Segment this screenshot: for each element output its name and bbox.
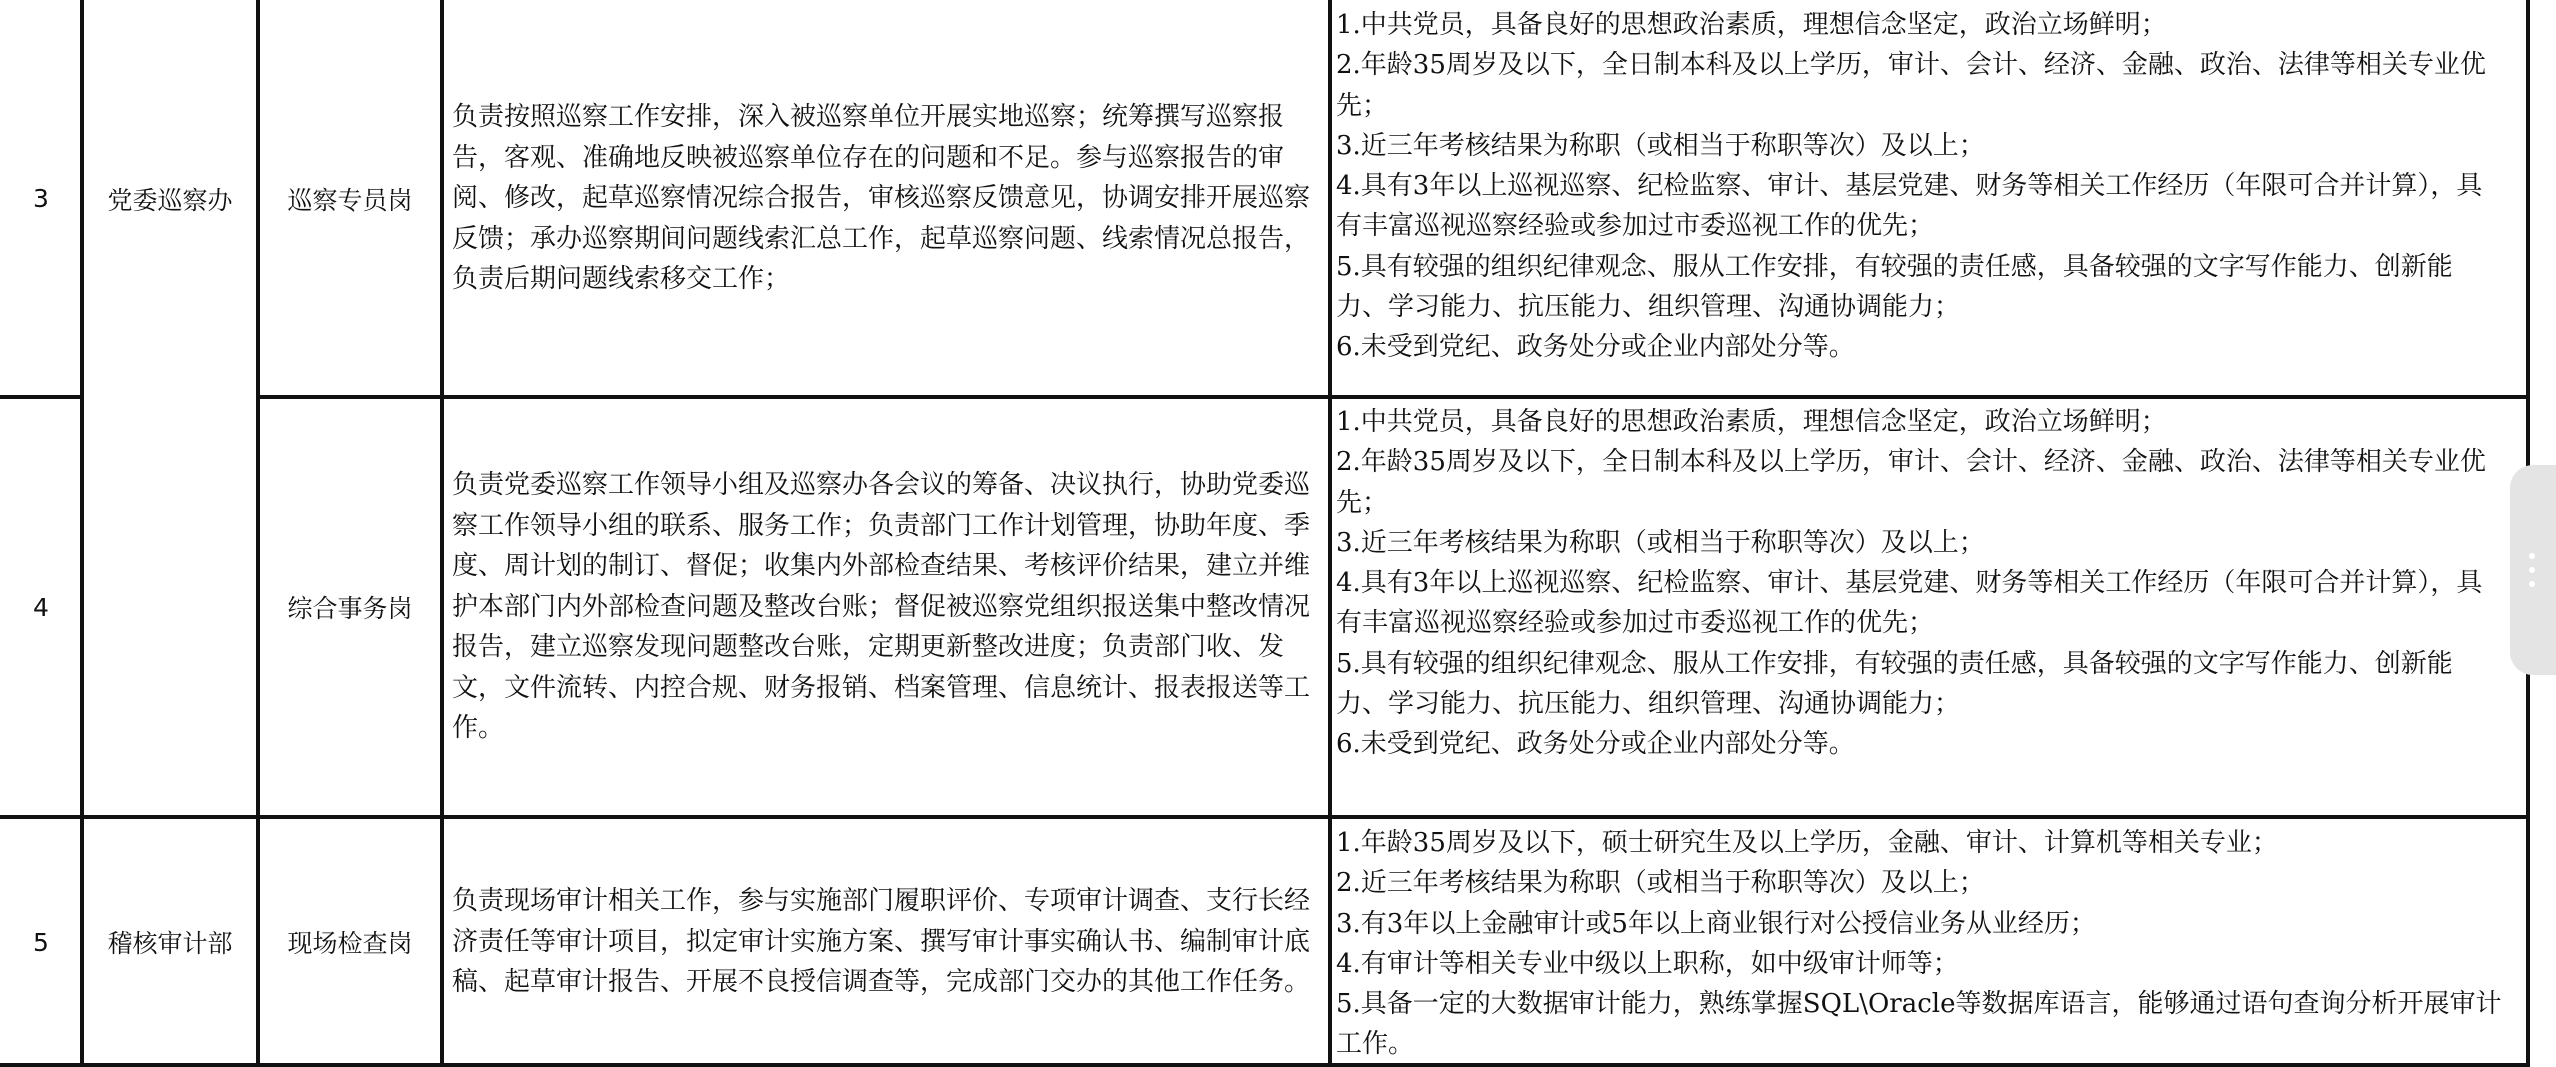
requirement-line: 有丰富巡视巡察经验或参加过市委巡视工作的优先；	[1336, 608, 1935, 639]
table-gridline	[256, 395, 2530, 399]
requirement-line: 5.具有较强的组织纪律观念、服从工作安排，有较强的责任感，具备较强的文字写作能力、创新能	[1336, 648, 2453, 679]
duties-text: 负责党委巡察工作领导小组及巡察办各会议的筹备、决议执行，协助党委巡察工作领导小组的联系、服务工作；负责部门工作计划管理，协助年度、季度、周计划的制订、督促；收集内外部检查结果、考核评价结果，建立并维护本部门内外部检查问题及整改台账；督促被巡察党组织报送集中整改情况报告，建立巡察发现问题整改台账，定期更新整改进度；负责部门收、发文，文件流转、内控合规、财务报销、档案管理、信息统计、报表报送等工作。	[452, 469, 1311, 744]
department-cell: 党委巡察办	[107, 185, 233, 215]
position-cell: 巡察专员岗	[287, 185, 413, 215]
table-gridline	[0, 395, 82, 399]
requirement-line: 6.未受到党纪、政务处分或企业内部处分等。	[1336, 729, 1855, 760]
table-gridline	[0, 1063, 2530, 1067]
requirement-line: 1.中共党员，具备良好的思想政治素质，理想信念坚定，政治立场鲜明；	[1336, 10, 2167, 40]
requirement-line: 4.有审计等相关专业中级以上职称，如中级审计师等；	[1336, 948, 1959, 979]
duties-text: 负责按照巡察工作安排，深入被巡察单位开展实地巡察；统筹撰写巡察报告，客观、准确地反映被巡察单位存在的问题和不足。参与巡察报告的审阅、修改，起草巡察情况综合报告，审核巡察反馈意见，协调安排开展巡察反馈；承办巡察期间问题线索汇总工作，起草巡察问题、线索情况总报告，负责后期问题线索移交工作；	[452, 102, 1311, 295]
row-number: 5	[33, 927, 49, 957]
requirement-line: 工作。	[1336, 1029, 1415, 1060]
table-gridline	[440, 0, 444, 1067]
requirement-line: 3.近三年考核结果为称职（或相当于称职等次）及以上；	[1336, 527, 1985, 558]
row-number: 3	[33, 184, 49, 213]
requirement-line: 力、学习能力、抗压能力、组织管理、沟通协调能力；	[1336, 689, 1961, 720]
requirement-line: 先；	[1336, 90, 1389, 121]
side-scroll-handle[interactable]	[2510, 465, 2556, 675]
requirements-cell	[1330, 817, 2530, 1067]
duties-text: 负责现场审计相关工作，参与实施部门履职评价、专项审计调查、支行长经济责任等审计项目，拟定审计实施方案、撰写审计事实确认书、编制审计底稿、起草审计报告、开展不良授信调查等，完成部门交办的其他工作任务。	[452, 886, 1311, 998]
requirement-line: 力、学习能力、抗压能力、组织管理、沟通协调能力；	[1336, 292, 1961, 323]
requirements-cell	[1330, 397, 2530, 817]
duties-cell	[442, 397, 1330, 817]
requirement-line: 2.年龄35周岁及以下，全日制本科及以上学历，审计、会计、经济、金融、政治、法律等相关专业优	[1336, 447, 2486, 478]
requirement-line: 3.有3年以上金融审计或5年以上商业银行对公授信业务从业经历；	[1336, 908, 2096, 939]
position-cell: 综合事务岗	[287, 594, 413, 623]
department-cell: 稽核审计部	[107, 929, 233, 958]
requirement-line: 5.具备一定的大数据审计能力，熟练掌握SQL\Oracle等数据库语言，能够通过语句查询分析开展审计	[1336, 989, 2502, 1020]
duties-cell	[442, 817, 1330, 1067]
table-gridline	[256, 0, 260, 1067]
position-cell: 现场检查岗	[287, 929, 413, 958]
table-gridline	[0, 815, 2530, 819]
requirement-line: 4.具有3年以上巡视巡察、纪检监察、审计、基层党建、财务等相关工作经历（年限可合并计算），具	[1336, 171, 2483, 202]
requirement-line: 1.年龄35周岁及以下，硕士研究生及以上学历，金融、审计、计算机等相关专业；	[1336, 828, 2278, 858]
duties-cell	[442, 0, 1330, 397]
requirement-line: 4.具有3年以上巡视巡察、纪检监察、审计、基层党建、财务等相关工作经历（年限可合并计算），具	[1336, 568, 2483, 599]
row-number: 4	[33, 592, 49, 622]
table-gridline	[80, 0, 84, 1067]
requirement-line: 有丰富巡视巡察经验或参加过市委巡视工作的优先；	[1336, 211, 1935, 242]
requirement-line: 1.中共党员，具备良好的思想政治素质，理想信念坚定，政治立场鲜明；	[1336, 407, 2167, 437]
requirement-line: 3.近三年考核结果为称职（或相当于称职等次）及以上；	[1336, 130, 1985, 161]
requirements-cell	[1330, 0, 2530, 397]
requirement-line: 2.年龄35周岁及以下，全日制本科及以上学历，审计、会计、经济、金融、政治、法律等相关专业优	[1336, 50, 2486, 81]
requirement-line: 先；	[1336, 487, 1389, 518]
table-gridline	[1328, 0, 1332, 1067]
requirement-line: 2.近三年考核结果为称职（或相当于称职等次）及以上；	[1336, 868, 1985, 899]
requirement-line: 6.未受到党纪、政务处分或企业内部处分等。	[1336, 332, 1855, 363]
requirement-line: 5.具有较强的组织纪律观念、服从工作安排，有较强的责任感，具备较强的文字写作能力、创新能	[1336, 251, 2453, 282]
